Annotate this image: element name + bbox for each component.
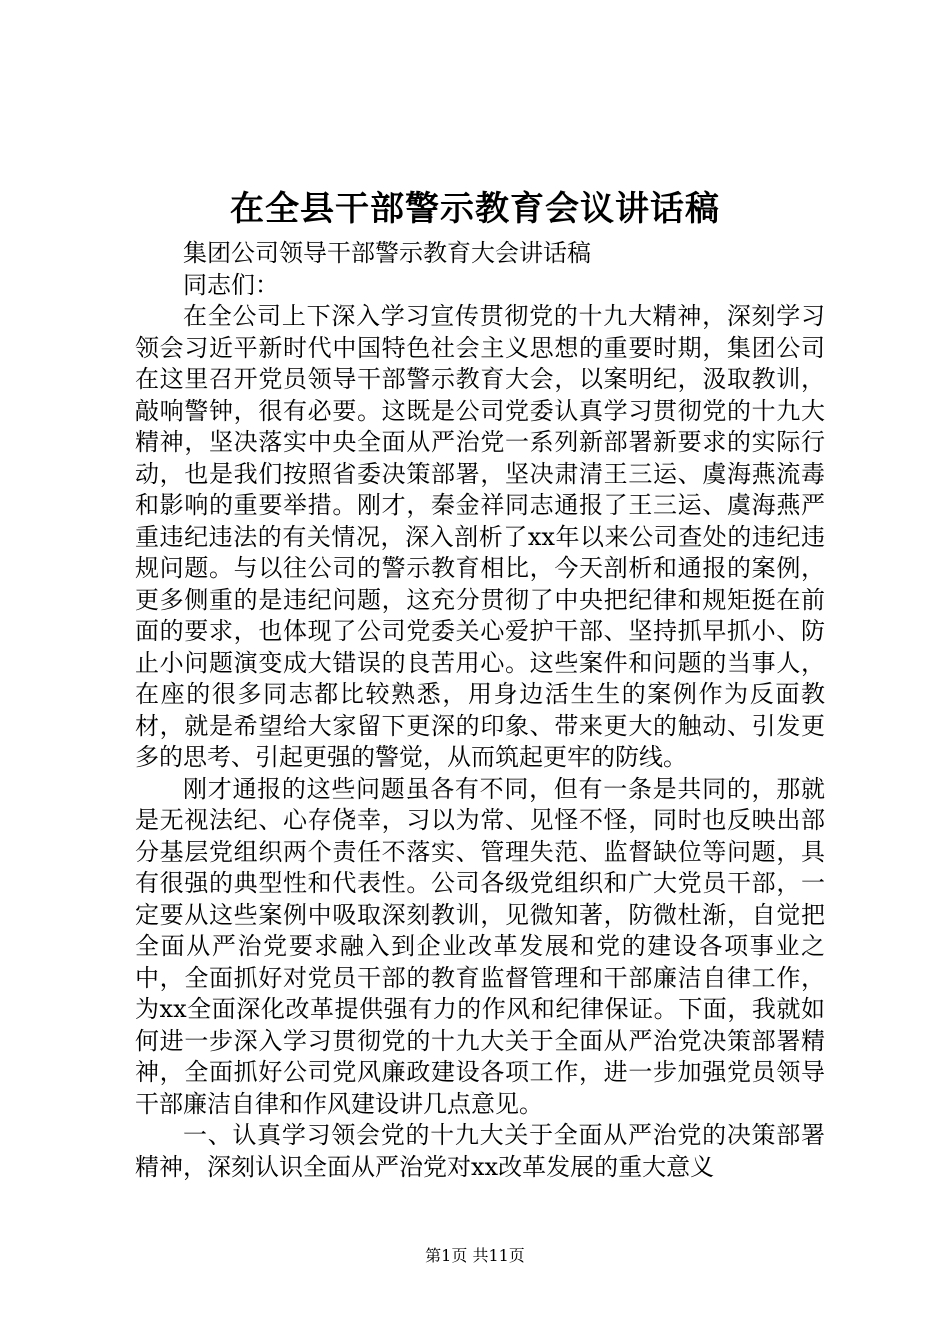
page-footer: 第1页 共11页	[425, 1246, 525, 1265]
document-body	[135, 238, 825, 1183]
body-paragraph-1: 在全公司上下深入学习宣传贯彻党的十九大精神，深刻学习领会习近平新时代中国特色社会主义思想的重要时期，集团公司在这里召开党员领导干部警示教育大会，以案明纪，汲取教训，敲响警钟，很有必要。这既是公司党委认真学习贯彻党的十九大精神，坚决落实中央全面从严治党一系列新部署新要求的实际行动，也是我们按照省委决策部署，坚决肃清王三运、虞海燕流毒和影响的重要举措。刚才，秦金祥同志通报了王三运、虞海燕严重违纪违法的有关情况，深入剖析了xx年以来公司查处的违纪违规问题。与以往公司的警示教育相比，今天剖析和通报的案例，更多侧重的是违纪问题，这充分贯彻了中央把纪律和规矩挺在前面的要求，也体现了公司党委关心爱护干部、坚持抓早抓小、防止小问题演变成大错误的良苦用心。这些案件和问题的当事人，在座的很多同志都比较熟悉，用身边活生生的案例作为反面教材，就是希望给大家留下更深的印象、带来更大的触动、引发更多的思考、引起更强的警觉，从而筑起更牢的防线。	[135, 302, 825, 771]
body-paragraph-2: 刚才通报的这些问题虽各有不同，但有一条是共同的，那就是无视法纪、心存侥幸，习以为常、见怪不怪，同时也反映出部分基层党组织两个责任不落实、管理失范、监督缺位等问题，具有很强的典型性和代表性。公司各级党组织和广大党员干部，一定要从这些案例中吸取深刻教训，见微知著，防微杜渐，自觉把全面从严治党要求融入到企业改革发展和党的建设各项事业之中，全面抓好对党员干部的教育监督管理和干部廉洁自律工作，为xx全面深化改革提供强有力的作风和纪律保证。下面，我就如何进一步深入学习贯彻党的十九大关于全面从严治党决策部署精神，全面抓好公司党风廉政建设各项工作，进一步加强党员领导干部廉洁自律和作风建设讲几点意见。	[135, 774, 825, 1118]
subtitle-paragraph: 集团公司领导干部警示教育大会讲话稿	[183, 239, 591, 267]
salutation-paragraph: 同志们：	[183, 270, 279, 299]
document-title: 在全县干部警示教育会议讲话稿	[230, 189, 720, 229]
section-heading-paragraph: 一、认真学习领会党的十九大关于全面从严治党的决策部署精神，深刻认识全面从严治党对xx改革发展的重大意义	[135, 1121, 825, 1181]
